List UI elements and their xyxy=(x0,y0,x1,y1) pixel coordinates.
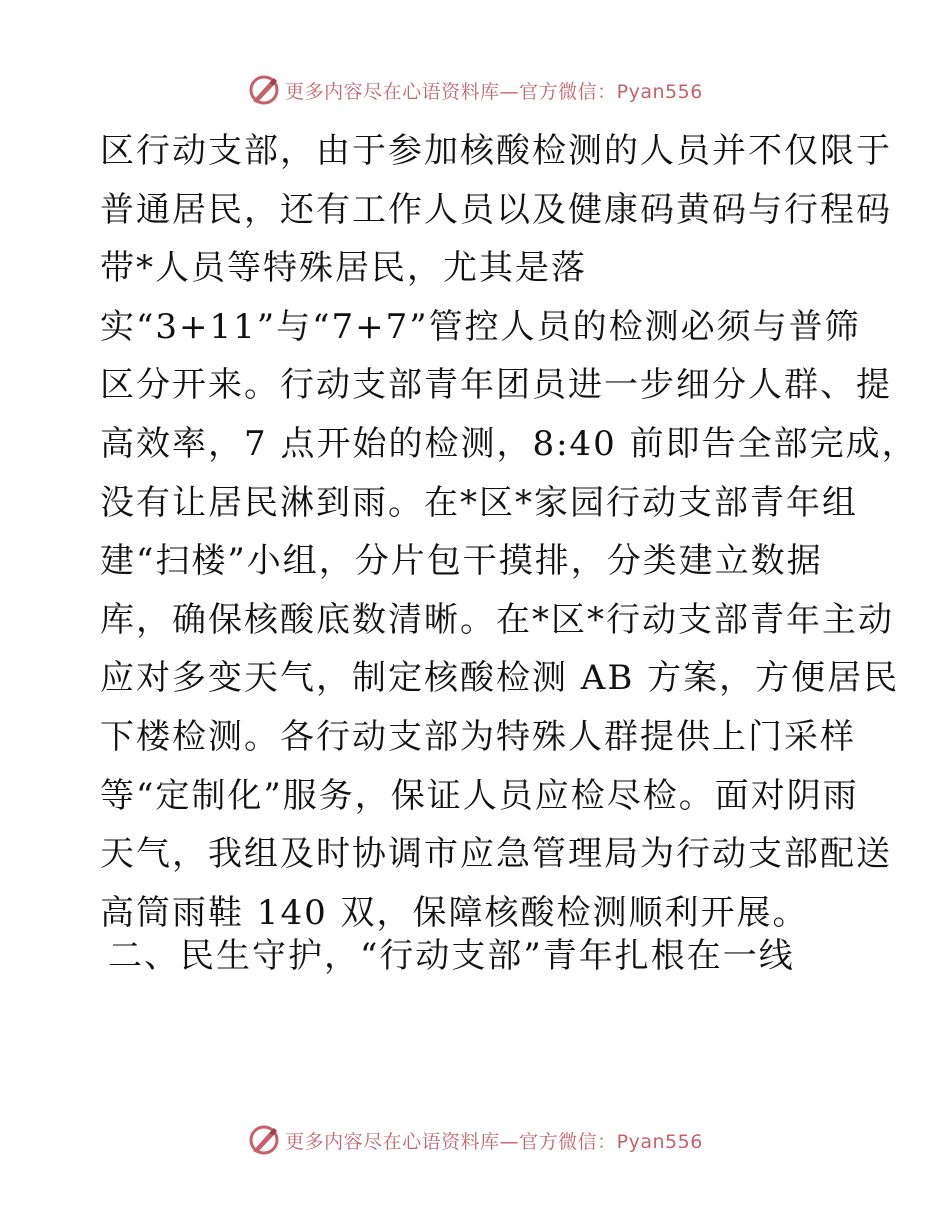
text-line: 带*人员等特殊居民，尤其是落 xyxy=(100,248,587,289)
text-line: 库，确保核酸底数清晰。在*区*行动支部青年主动 xyxy=(100,599,894,640)
footer-banner xyxy=(0,1120,950,1160)
text-line: 高筒雨鞋 140 双，保障核酸检测顺利开展。 xyxy=(100,892,809,933)
header-banner-text: 更多内容尽在心语资料库—官方微信：Pyan556 xyxy=(285,80,703,103)
footer-banner-text: 更多内容尽在心语资料库—官方微信：Pyan556 xyxy=(285,1130,703,1153)
text-line: 实“3+11”与“7+7”管控人员的检测必须与普筛 xyxy=(100,306,861,347)
text-line: 下楼检测。各行动支部为特殊人群提供上门采样 xyxy=(100,716,856,757)
text-line: 天气，我组及时协调市应急管理局为行动支部配送 xyxy=(100,834,892,875)
text-line: 区分开来。行动支部青年团员进一步细分人群、提 xyxy=(100,365,892,406)
text-line: 区行动支部，由于参加核酸检测的人员并不仅限于 xyxy=(100,131,892,171)
pen-logo-icon xyxy=(247,1123,281,1157)
pen-logo-icon xyxy=(247,73,281,107)
text-line: 应对多变天气，制定核酸检测 AB 方案，方便居民 xyxy=(100,658,900,699)
text-line: 没有让居民淋到雨。在*区*家园行动支部青年组 xyxy=(100,482,858,523)
body-paragraph xyxy=(100,122,918,942)
text-line: 等“定制化”服务，保证人员应检尽检。面对阴雨 xyxy=(100,775,859,816)
text-line: 普通居民，还有工作人员以及健康码黄码与行程码 xyxy=(100,189,892,230)
header-banner xyxy=(0,70,950,110)
text-line: 建“扫楼”小组，分片包干摸排，分类建立数据 xyxy=(100,541,823,582)
section-heading: 二、民生守护，“行动支部”青年扎根在一线 xyxy=(108,936,795,976)
text-line: 高效率，7 点开始的检测，8:40 前即告全部完成， xyxy=(100,423,918,464)
